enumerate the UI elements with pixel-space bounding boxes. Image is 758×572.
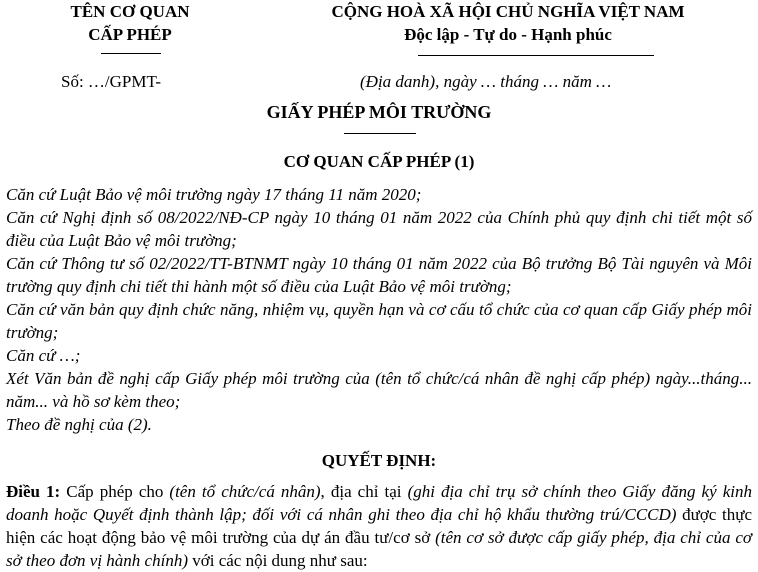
basis-item: Căn cứ Thông tư số 02/2022/TT-BTNMT ngày 10 tháng 01 năm 2022 của Bộ trưởng Bộ Tài nguyên và Môi trường quy định chi tiết thi hành một số điều của Luật Bảo vệ môi trường;: [6, 254, 752, 296]
basis-item: Căn cứ văn bản quy định chức năng, nhiệm vụ, quyền hạn và cơ cấu tổ chức của cơ quan cấp Giấy phép môi trường;: [6, 300, 752, 342]
org-name-line2: CẤP PHÉP: [88, 25, 172, 44]
decision-heading: QUYẾT ĐỊNH:: [321, 451, 437, 470]
basis-item: Xét Văn bản đề nghị cấp Giấy phép môi trường của (tên tổ chức/cá nhân đề nghị cấp phép) ngày...tháng... năm... và hồ sơ kèm theo;: [6, 369, 752, 411]
document-number: Số: …/GPMT-: [61, 72, 161, 91]
nation-name: CỘNG HOÀ XÃ HỘI CHỦ NGHĨA VIỆT NAM: [331, 2, 685, 21]
motto-underline: [418, 55, 654, 56]
basis-item: Căn cứ Luật Bảo vệ môi trường ngày 17 tháng 11 năm 2020;: [6, 185, 422, 204]
article-1: [6, 480, 752, 572]
basis-item: Theo đề nghị của (2).: [6, 415, 152, 434]
org-name-line1: TÊN CƠ QUAN: [70, 2, 190, 21]
document-title: GIẤY PHÉP MÔI TRƯỜNG: [266, 102, 492, 122]
issuing-organization: [40, 0, 220, 46]
legal-basis: [6, 183, 752, 436]
national-header: [268, 0, 748, 46]
basis-item: Căn cứ …;: [6, 346, 81, 365]
motto: Độc lập - Tự do - Hạnh phúc: [404, 25, 612, 44]
article-1-text: Điều 1: Cấp phép cho (tên tổ chức/cá nhân), địa chỉ tại (ghi địa chỉ trụ sở chính theo Giấy đăng ký kinh doanh hoặc Quyết định thành lập; đối với cá nhân ghi theo địa chỉ hộ khẩu thường trú/CCCD) được thực hiện các hoạt động bảo vệ môi trường của dự án đầu tư/cơ sở (tên cơ sở được cấp giấy phép, địa chỉ của cơ sở theo đơn vị hành chính) với các nội dung như sau:: [6, 482, 752, 570]
place-date: (Địa danh), ngày … tháng … năm …: [360, 72, 612, 91]
article-1-label: Điều 1:: [6, 482, 61, 501]
issuing-authority: CƠ QUAN CẤP PHÉP (1): [283, 152, 475, 171]
org-underline: [101, 53, 161, 54]
basis-item: Căn cứ Nghị định số 08/2022/NĐ-CP ngày 10 tháng 01 năm 2022 của Chính phủ quy định chi tiết một số điều của Luật Bảo vệ môi trường;: [6, 208, 752, 250]
title-underline: [344, 133, 416, 134]
